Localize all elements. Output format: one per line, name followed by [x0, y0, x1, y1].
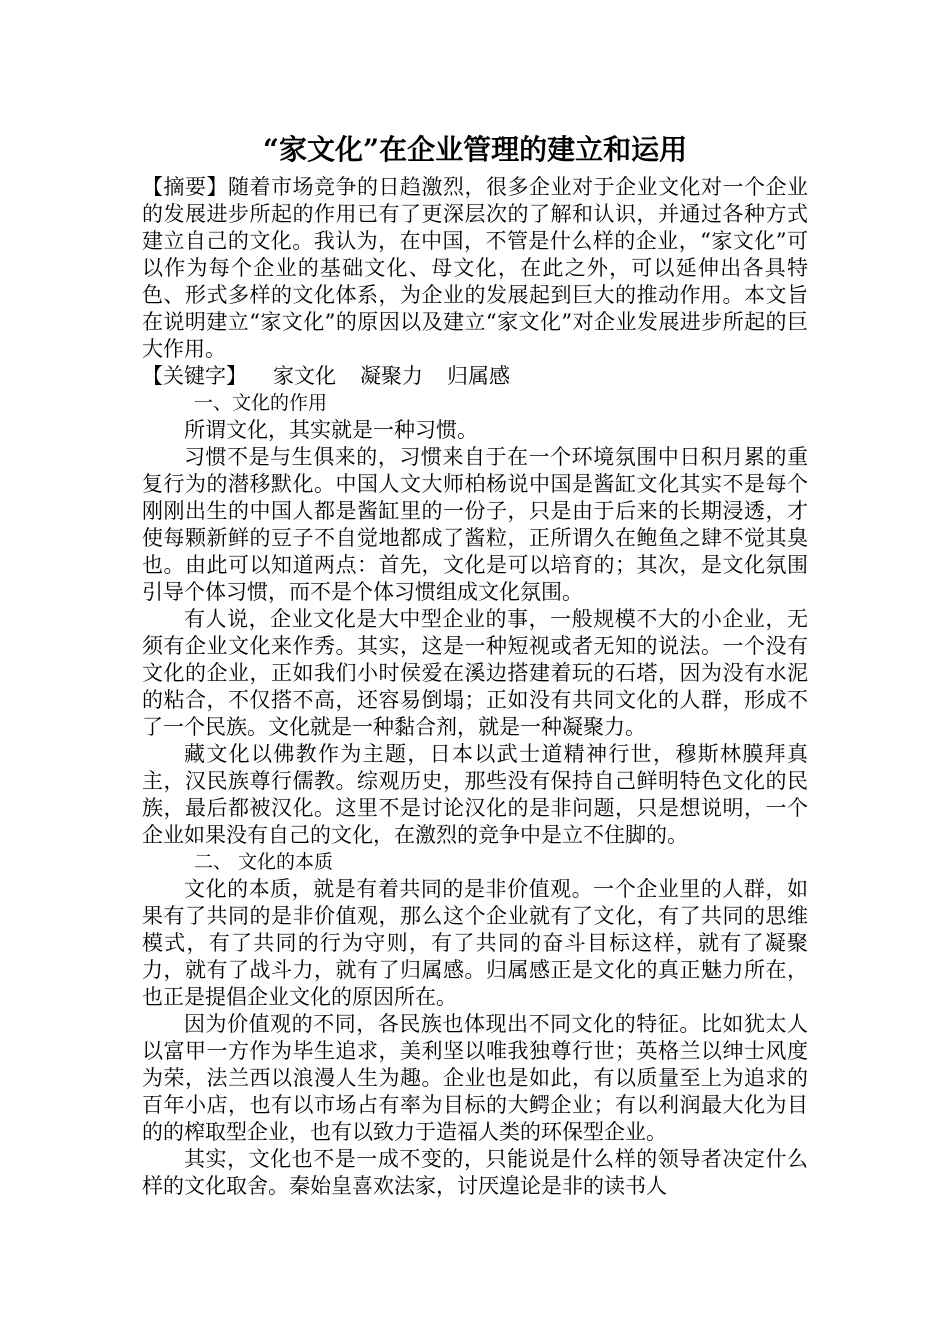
body-paragraph: 因为价值观的不同，各民族也体现出不同文化的特征。比如犹太人以富甲一方作为毕生追求，美利坚以唯我独尊行世；英格兰以绅士风度为荣，法兰西以浪漫人生为趣。企业也是如此，有以质量至上为追求的百年小店，也有以市场占有率为目标的大鳄企业；有以利润最大化为目的的榨取型企业，也有以致力于造福人类的环保型企业。	[142, 1012, 808, 1144]
section-heading: 一、文化的作用	[194, 392, 328, 414]
body-paragraph: 藏文化以佛教作为主题，日本以武士道精神行世，穆斯林膜拜真主，汉民族尊行儒教。综观历史，那些没有保持自己鲜明特色文化的民族，最后都被汉化。这里不是讨论汉化的是非问题，只是想说明，一个企业如果没有自己的文化，在激烈的竞争中是立不住脚的。	[142, 742, 808, 847]
body-paragraph: 所谓文化，其实就是一种习惯。	[184, 418, 478, 442]
abstract-paragraph	[142, 174, 808, 363]
keyword-item: 归属感	[447, 364, 510, 388]
body-paragraph: 文化的本质，就是有着共同的是非价值观。一个企业里的人群，如果有了共同的是非价值观，那么这个企业就有了文化，有了共同的思维模式，有了共同的行为守则，有了共同的奋斗目标这样，就有了凝聚力，就有了战斗力，就有了归属感。归属感正是文化的真正魅力所在，也正是提倡企业文化的原因所在。	[142, 877, 808, 1009]
keywords-label: 【关键字】	[142, 364, 247, 388]
body-paragraph: 习惯不是与生俱来的，习惯来自于在一个环境氛围中日积月累的重复行为的潜移默化。中国人文大师柏杨说中国是酱缸文化其实不是每个刚刚出生的中国人都是酱缸里的一份子，只是由于后来的长期浸透，才使每颗新鲜的豆子不自觉地都成了酱粒，正所谓久在鲍鱼之肆不觉其臭也。由此可以知道两点：首先，文化是可以培育的；其次，是文化氛围引导个体习惯，而不是个体习惯组成文化氛围。	[142, 445, 808, 604]
body-paragraph: 其实，文化也不是一成不变的，只能说是什么样的领导者决定什么样的文化取舍。秦始皇喜欢法家，讨厌遑论是非的读书人	[142, 1147, 808, 1198]
section-1	[142, 390, 808, 849]
abstract-text: 随着市场竞争的日趋激烈，很多企业对于企业文化对一个企业的发展进步所起的作用已有了更深层次的了解和认识，并通过各种方式建立自己的文化。我认为，在中国，不管是什么样的企业，“家文化”可以作为每个企业的基础文化、母文化，在此之外，可以延伸出各具特色、形式多样的文化体系，为企业的发展起到巨大的推动作用。本文旨在说明建立“家文化”的原因以及建立“家文化”对企业发展进步所起的巨大作用。	[142, 175, 808, 361]
section-heading: 二、 文化的本质	[194, 851, 334, 873]
section-2	[142, 849, 808, 1200]
document-title: “家文化”在企业管理的建立和运用	[262, 133, 688, 166]
keyword-item: 凝聚力	[360, 364, 423, 388]
keywords-line	[142, 363, 808, 390]
keyword-item: 家文化	[273, 364, 336, 388]
body-paragraph: 有人说，企业文化是大中型企业的事，一般规模不大的小企业，无须有企业文化来作秀。其实，这是一种短视或者无知的说法。一个没有文化的企业，正如我们小时侯爱在溪边搭建着玩的石塔，因为没有水泥的粘合，不仅搭不高，还容易倒塌；正如没有共同文化的人群，形成不了一个民族。文化就是一种黏合剂，就是一种凝聚力。	[142, 607, 808, 739]
abstract-label: 【摘要】	[142, 175, 228, 199]
